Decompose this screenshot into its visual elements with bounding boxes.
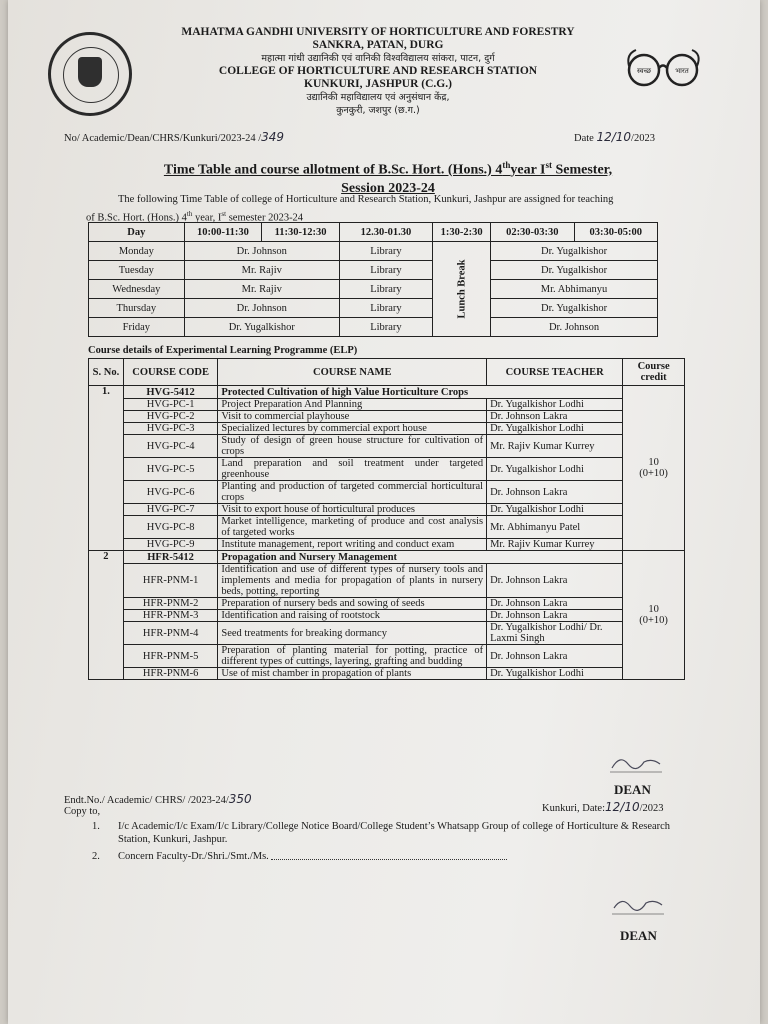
college-place: KUNKURI, JASHPUR (C.G.)	[304, 78, 452, 90]
course-table	[88, 358, 685, 680]
course-teacher: Mr. Abhimanyu Patel	[487, 516, 623, 539]
course-code: HVG-PC-9	[123, 539, 218, 551]
footer-dean-label: DEAN	[620, 928, 657, 943]
course-row	[89, 668, 685, 680]
course-code: HVG-PC-5	[123, 458, 218, 481]
timetable-header-slot-1: 10:00-11:30	[184, 223, 262, 242]
reference-number-handwritten: 349	[261, 130, 285, 144]
course-code: HFR-PNM-5	[123, 645, 218, 668]
course-header-name: COURSE NAME	[218, 359, 487, 386]
title-line-1: Time Table and course allotment of B.Sc. Hort. (Hons.) 4thyear Ist Semester,	[163, 160, 613, 178]
dean-label: DEAN	[614, 782, 651, 797]
signature-date-handwritten: 12/10	[605, 800, 640, 814]
dean-signature	[606, 752, 666, 776]
course-credit-total: 10	[648, 604, 659, 615]
course-header-sno: S. No.	[89, 359, 124, 386]
swachh-right-text: भारत	[675, 67, 689, 75]
timetable-header-slot-6: 03:30-05:00	[574, 223, 657, 242]
copy-to-label: Copy to,	[64, 806, 101, 817]
course-teacher: Mr. Rajiv Kumar Kurrey	[487, 435, 623, 458]
letterhead	[128, 26, 628, 117]
timetable-morning: Mr. Rajiv	[184, 261, 339, 280]
course-teacher: Dr. Yugalkishor Lodhi	[487, 668, 623, 680]
course-code: HVG-PC-8	[123, 516, 218, 539]
intro-text: The following Time Table of college of Horticulture and Research Station, Kunkuri, Jashpur are assigned for teaching of B.Sc. Hort. (Hons.) 4th year, Ist semester 2023-24	[86, 194, 614, 224]
timetable-day: Wednesday	[89, 280, 185, 299]
course-teacher: Dr. Yugalkishor Lodhi/ Dr. Laxmi Singh	[487, 622, 623, 645]
reference-date: Date 12/10/2023	[574, 130, 655, 144]
footer-dean-signature	[608, 894, 668, 918]
endorsement-number-handwritten: 350	[228, 792, 252, 806]
timetable-library: Library	[339, 299, 432, 318]
course-teacher: Dr. Yugalkishor Lodhi	[487, 399, 623, 411]
timetable-morning: Dr. Johnson	[184, 299, 339, 318]
reference-date-handwritten: 12/10	[596, 130, 632, 144]
course-group-credit	[623, 551, 685, 680]
copy-to-item: 1. I/c Academic/I/c Exam/I/c Library/College Notice Board/College Student’s Whatsapp Group of college of Horticulture & Research Station, Kunkuri, Jashpur.	[92, 821, 671, 845]
course-group-name: Propagation and Nursery Management	[218, 551, 623, 564]
course-row	[89, 481, 685, 504]
college-place-hindi: कुनकुरी, जशपुर (छ.ग.)	[336, 105, 420, 116]
timetable-afternoon: Dr. Johnson	[491, 318, 658, 337]
endorsement-number: Endt.No./ Academic/ CHRS/ /2023-24/350	[64, 792, 252, 806]
timetable-day: Monday	[89, 242, 185, 261]
course-row	[89, 598, 685, 610]
course-group-sno: 2	[89, 551, 124, 680]
course-teacher: Dr. Johnson Lakra	[487, 645, 623, 668]
college-name-hindi: उद्यानिकी महाविद्यालय एवं अनुसंधान केंद्र,	[306, 92, 450, 103]
course-code: HFR-PNM-4	[123, 622, 218, 645]
title-line-2: Session 2023-24	[341, 180, 435, 196]
course-row	[89, 504, 685, 516]
course-row	[89, 564, 685, 598]
course-name: Use of mist chamber in propagation of plants	[218, 668, 487, 680]
timetable-library: Library	[339, 280, 432, 299]
timetable-afternoon: Mr. Abhimanyu	[491, 280, 658, 299]
timetable-morning: Dr. Johnson	[184, 242, 339, 261]
course-name: Project Preparation And Planning	[218, 399, 487, 411]
course-name: Seed treatments for breaking dormancy	[218, 622, 487, 645]
course-group-credit	[623, 386, 685, 551]
course-row	[89, 539, 685, 551]
document-page	[8, 0, 760, 1024]
timetable-afternoon: Dr. Yugalkishor	[491, 299, 658, 318]
document-title	[68, 156, 708, 198]
timetable-header-slot-2: 11:30-12:30	[262, 223, 340, 242]
university-place: SANKRA, PATAN, DURG	[312, 39, 444, 51]
course-name: Market intelligence, marketing of produce and cost analysis of targeted works	[218, 516, 487, 539]
course-name: Visit to commercial playhouse	[218, 411, 487, 423]
course-name: Planting and production of targeted commercial horticultural crops	[218, 481, 487, 504]
course-group-row	[89, 551, 685, 564]
course-teacher: Mr. Rajiv Kumar Kurrey	[487, 539, 623, 551]
course-table-header-row	[89, 359, 685, 386]
timetable-afternoon: Dr. Yugalkishor	[491, 242, 658, 261]
course-teacher: Dr. Johnson Lakra	[487, 610, 623, 622]
timetable-morning: Dr. Yugalkishor	[184, 318, 339, 337]
timetable-afternoon: Dr. Yugalkishor	[491, 261, 658, 280]
course-header-credit: Course credit	[623, 359, 685, 386]
timetable-morning: Mr. Rajiv	[184, 280, 339, 299]
course-teacher: Dr. Yugalkishor Lodhi	[487, 423, 623, 435]
course-details-caption: Course details of Experimental Learning Programme (ELP)	[88, 345, 358, 356]
timetable-day: Thursday	[89, 299, 185, 318]
course-code: HFR-PNM-6	[123, 668, 218, 680]
course-row	[89, 423, 685, 435]
course-credit-split: (0+10)	[639, 468, 668, 479]
swachh-bharat-logo	[624, 46, 706, 90]
course-code: HFR-PNM-3	[123, 610, 218, 622]
course-row	[89, 645, 685, 668]
swachh-left-text: स्वच्छ	[636, 67, 652, 75]
timetable-day: Tuesday	[89, 261, 185, 280]
signature-place-date: Kunkuri, Date:12/10/2023	[542, 800, 664, 814]
course-credit-total: 10	[648, 457, 659, 468]
timetable-header-day: Day	[89, 223, 185, 242]
university-name-hindi: महात्मा गांधी उद्यानिकी एवं वानिकी विश्वविद्यालय सांकरा, पाटन, दुर्ग	[261, 53, 495, 64]
reference-number: No/ Academic/Dean/CHRS/Kunkuri/2023-24 /349	[64, 130, 285, 144]
copy-to-list	[92, 820, 692, 863]
course-group-sno: 1.	[89, 386, 124, 551]
timetable-library: Library	[339, 318, 432, 337]
course-group-code: HVG-5412	[123, 386, 218, 399]
course-code: HVG-PC-4	[123, 435, 218, 458]
concern-faculty-blank-line	[271, 850, 507, 860]
course-row	[89, 458, 685, 481]
course-name: Identification and raising of rootstock	[218, 610, 487, 622]
timetable-library: Library	[339, 242, 432, 261]
lunch-break-label: Lunch Break	[456, 259, 468, 319]
course-row	[89, 516, 685, 539]
university-seal-logo	[48, 32, 132, 116]
course-code: HVG-PC-1	[123, 399, 218, 411]
course-code: HVG-PC-6	[123, 481, 218, 504]
timetable-row	[89, 261, 658, 280]
timetable	[88, 222, 658, 337]
course-row	[89, 435, 685, 458]
course-name: Preparation of nursery beds and sowing of seeds	[218, 598, 487, 610]
course-row	[89, 399, 685, 411]
timetable-row	[89, 299, 658, 318]
course-name: Land preparation and soil treatment under targeted greenhouse	[218, 458, 487, 481]
course-group-row	[89, 386, 685, 399]
timetable-header-slot-5: 02:30-03:30	[491, 223, 574, 242]
course-code: HVG-PC-7	[123, 504, 218, 516]
timetable-day: Friday	[89, 318, 185, 337]
university-name: MAHATMA GANDHI UNIVERSITY OF HORTICULTURE AND FORESTRY	[181, 26, 575, 38]
course-name: Institute management, report writing and conduct exam	[218, 539, 487, 551]
course-name: Specialized lectures by commercial export house	[218, 423, 487, 435]
timetable-lunch-break	[433, 242, 491, 337]
course-name: Study of design of green house structure for cultivation of crops	[218, 435, 487, 458]
timetable-row	[89, 318, 658, 337]
course-teacher: Dr. Johnson Lakra	[487, 598, 623, 610]
course-name: Identification and use of different types of nursery tools and implements and media for propagation of plants in nursery beds, potting, reporting	[218, 564, 487, 598]
course-row	[89, 622, 685, 645]
course-teacher: Dr. Yugalkishor Lodhi	[487, 458, 623, 481]
course-teacher: Dr. Yugalkishor Lodhi	[487, 504, 623, 516]
timetable-row	[89, 280, 658, 299]
course-row	[89, 411, 685, 423]
timetable-header-slot-3: 12.30-01.30	[339, 223, 432, 242]
course-code: HVG-PC-2	[123, 411, 218, 423]
course-code: HFR-PNM-2	[123, 598, 218, 610]
course-teacher: Dr. Johnson Lakra	[487, 481, 623, 504]
course-group-code: HFR-5412	[123, 551, 218, 564]
course-name: Preparation of planting material for potting, practice of different types of cuttings, layering, grafting and budding	[218, 645, 487, 668]
course-code: HVG-PC-3	[123, 423, 218, 435]
course-teacher: Dr. Johnson Lakra	[487, 411, 623, 423]
course-group-name: Protected Cultivation of high Value Horticulture Crops	[218, 386, 623, 399]
course-header-teacher: COURSE TEACHER	[487, 359, 623, 386]
course-row	[89, 610, 685, 622]
course-teacher: Dr. Johnson Lakra	[487, 564, 623, 598]
timetable-header-slot-4: 1:30-2:30	[433, 223, 491, 242]
course-code: HFR-PNM-1	[123, 564, 218, 598]
course-name: Visit to export house of horticultural produces	[218, 504, 487, 516]
course-credit-split: (0+10)	[639, 615, 668, 626]
timetable-library: Library	[339, 261, 432, 280]
timetable-row	[89, 242, 658, 261]
timetable-header-row	[89, 223, 658, 242]
course-header-code: COURSE CODE	[123, 359, 218, 386]
copy-to-item: 2. Concern Faculty-Dr./Shri./Smt./Ms.	[92, 850, 692, 863]
college-name: COLLEGE OF HORTICULTURE AND RESEARCH STATION	[218, 65, 538, 77]
